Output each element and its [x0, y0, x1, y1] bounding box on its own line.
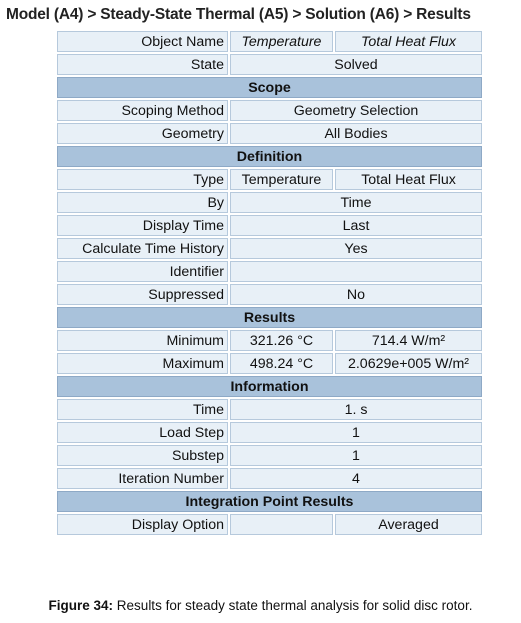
maximum-heat-flux: 2.0629e+005 W/m² [334, 352, 483, 375]
row-by [56, 191, 483, 214]
row-iteration-number [56, 467, 483, 490]
row-label: Time [56, 398, 229, 421]
identifier-field[interactable] [229, 260, 483, 283]
section-information [56, 375, 483, 398]
row-state [56, 53, 483, 76]
row-maximum [56, 352, 483, 375]
details-table [55, 29, 484, 537]
row-label: Iteration Number [56, 467, 229, 490]
row-display-option [56, 513, 483, 536]
section-header[interactable]: Definition [56, 145, 483, 168]
row-calc-time-history [56, 237, 483, 260]
display-option-heat-flux[interactable]: Averaged [334, 513, 483, 536]
section-header[interactable]: Integration Point Results [56, 490, 483, 513]
section-integration-point-results [56, 490, 483, 513]
iteration-number-value: 4 [229, 467, 483, 490]
breadcrumb: Model (A4) > Steady-State Thermal (A5) > Solution (A6) > Results [6, 6, 471, 23]
substep-value: 1 [229, 444, 483, 467]
row-label: Minimum [56, 329, 229, 352]
row-display-time [56, 214, 483, 237]
row-geometry [56, 122, 483, 145]
section-definition [56, 145, 483, 168]
section-results [56, 306, 483, 329]
type-heat-flux[interactable]: Total Heat Flux [334, 168, 483, 191]
row-load-step [56, 421, 483, 444]
caption-label: Figure 34: [48, 598, 114, 613]
row-label: Display Option [56, 513, 229, 536]
row-label: Object Name [56, 30, 229, 53]
row-label: Maximum [56, 352, 229, 375]
row-label: Calculate Time History [56, 237, 229, 260]
row-substep [56, 444, 483, 467]
caption-text: Results for steady state thermal analysis for solid disc rotor. [113, 598, 473, 613]
row-object-name [56, 30, 483, 53]
section-header[interactable]: Scope [56, 76, 483, 99]
load-step-value: 1 [229, 421, 483, 444]
minimum-temperature: 321.26 °C [229, 329, 334, 352]
section-header[interactable]: Information [56, 375, 483, 398]
row-time [56, 398, 483, 421]
type-temperature[interactable]: Temperature [229, 168, 334, 191]
calc-time-history-value[interactable]: Yes [229, 237, 483, 260]
row-scoping-method [56, 99, 483, 122]
figure-caption [0, 598, 521, 613]
display-time-value[interactable]: Last [229, 214, 483, 237]
row-label: Load Step [56, 421, 229, 444]
row-identifier [56, 260, 483, 283]
section-scope [56, 76, 483, 99]
row-label: Substep [56, 444, 229, 467]
state-value: Solved [229, 53, 483, 76]
object-name-heat-flux[interactable]: Total Heat Flux [334, 30, 483, 53]
geometry-value[interactable]: All Bodies [229, 122, 483, 145]
by-value[interactable]: Time [229, 191, 483, 214]
row-suppressed [56, 283, 483, 306]
row-label: Display Time [56, 214, 229, 237]
row-label: Geometry [56, 122, 229, 145]
time-value: 1. s [229, 398, 483, 421]
suppressed-value[interactable]: No [229, 283, 483, 306]
object-name-temperature[interactable]: Temperature [229, 30, 334, 53]
row-minimum [56, 329, 483, 352]
display-option-temperature[interactable] [229, 513, 334, 536]
row-type [56, 168, 483, 191]
row-label: Identifier [56, 260, 229, 283]
scoping-method-value[interactable]: Geometry Selection [229, 99, 483, 122]
row-label: State [56, 53, 229, 76]
row-label: Type [56, 168, 229, 191]
row-label: By [56, 191, 229, 214]
row-label: Suppressed [56, 283, 229, 306]
row-label: Scoping Method [56, 99, 229, 122]
maximum-temperature: 498.24 °C [229, 352, 334, 375]
minimum-heat-flux: 714.4 W/m² [334, 329, 483, 352]
section-header[interactable]: Results [56, 306, 483, 329]
